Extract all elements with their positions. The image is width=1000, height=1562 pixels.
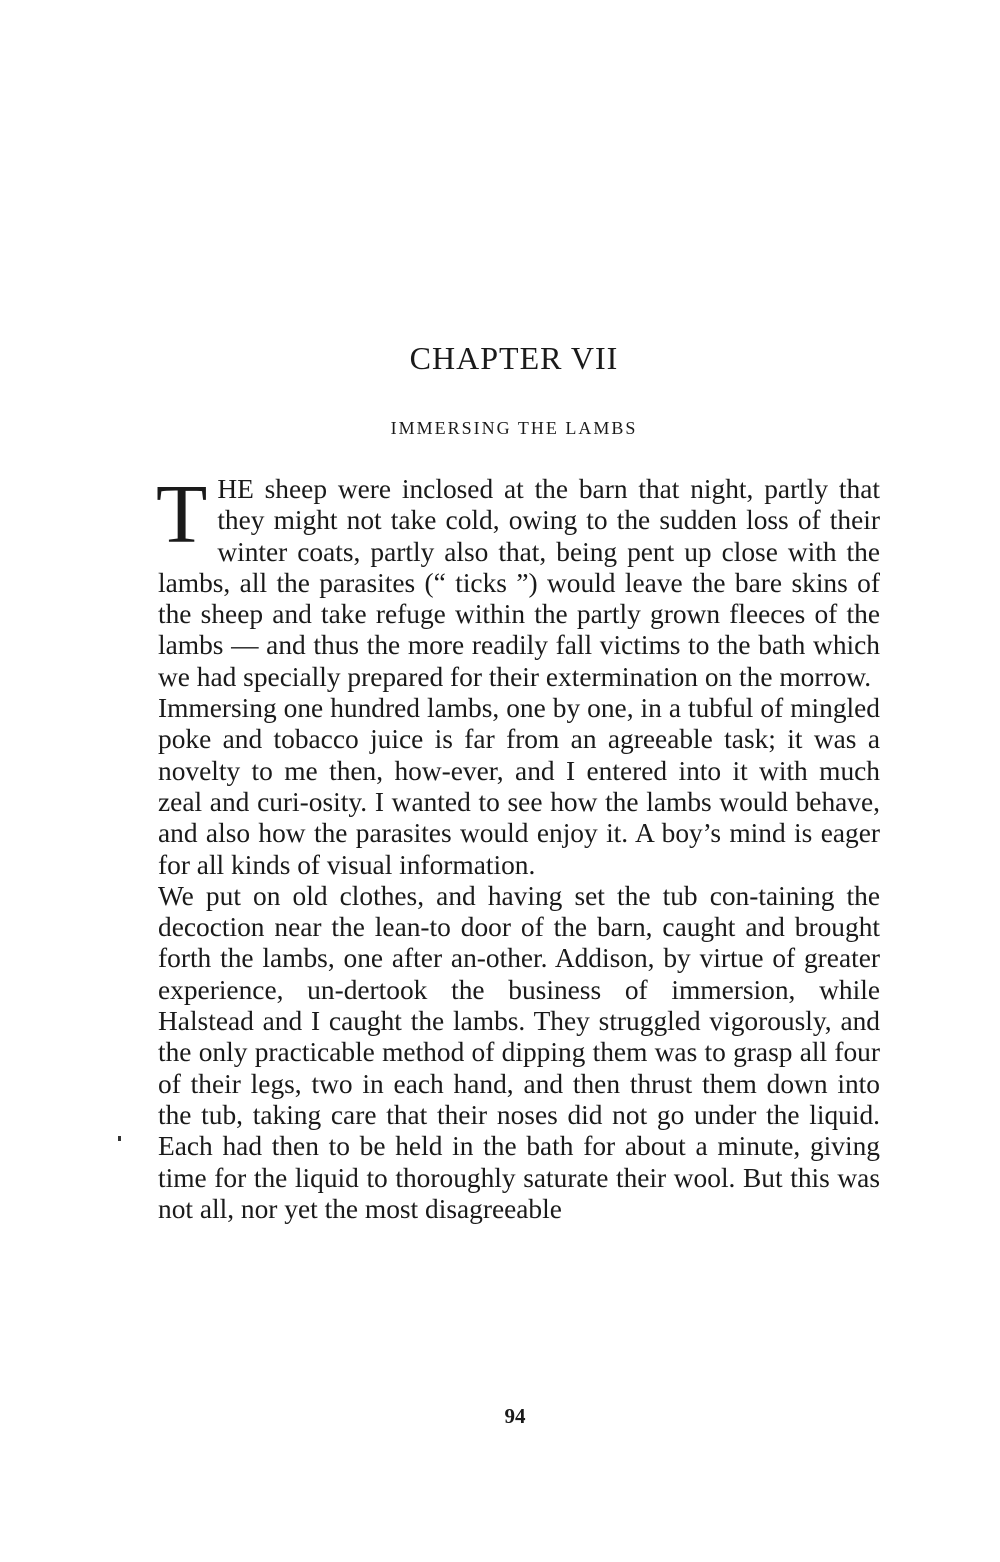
drop-cap: T (156, 468, 208, 561)
chapter-title: CHAPTER VII (409, 340, 619, 376)
chapter-subtitle: IMMERSING THE LAMBS (390, 418, 638, 438)
paragraph-3: We put on old clothes, and having set the tub con-taining the decoction near the lean-to door of the barn, caught and brought forth the lambs, one after an-other. Addison, by virtue of greater experience, un-dertook the business of immersion, while Halstead and I caught the lambs. They struggled vigorously, and the only practicable method of dipping them was to grasp all four of their legs, two in each hand, and then thrust them down into the tub, taking care that their noses did not go under the liquid. Each had then to be held in the bath for about a minute, giving time for the liquid to thoroughly saturate their wool. But this was not all, nor yet the most disagreeable (158, 880, 880, 1224)
page-number: 94 (504, 1404, 526, 1428)
chapter-body (156, 468, 880, 1225)
paragraph-2: Immersing one hundred lambs, one by one, in a tubful of mingled poke and tobacco juice is far from an agreeable task; it was a novelty to me then, how-ever, and I entered into it with much zeal and curi-osity. I wanted to see how the lambs would behave, and also how the parasites would enjoy it. A boy’s mind is eager for all kinds of visual information. (158, 693, 880, 880)
paragraph-1 (156, 468, 880, 693)
stray-ink-mark (118, 1136, 121, 1141)
paragraph-1-text: HE sheep were inclosed at the barn that night, partly that they might not take cold, owing to the sudden loss of their winter coats, partly also that, being pent up close with the lambs, all the parasites (“ ticks ”) would leave the bare skins of the sheep and take refuge within the partly grown fleeces of the lambs — and thus the more readily fall victims to the bath which we had specially prepared for their extermination on the morrow. (158, 474, 880, 692)
